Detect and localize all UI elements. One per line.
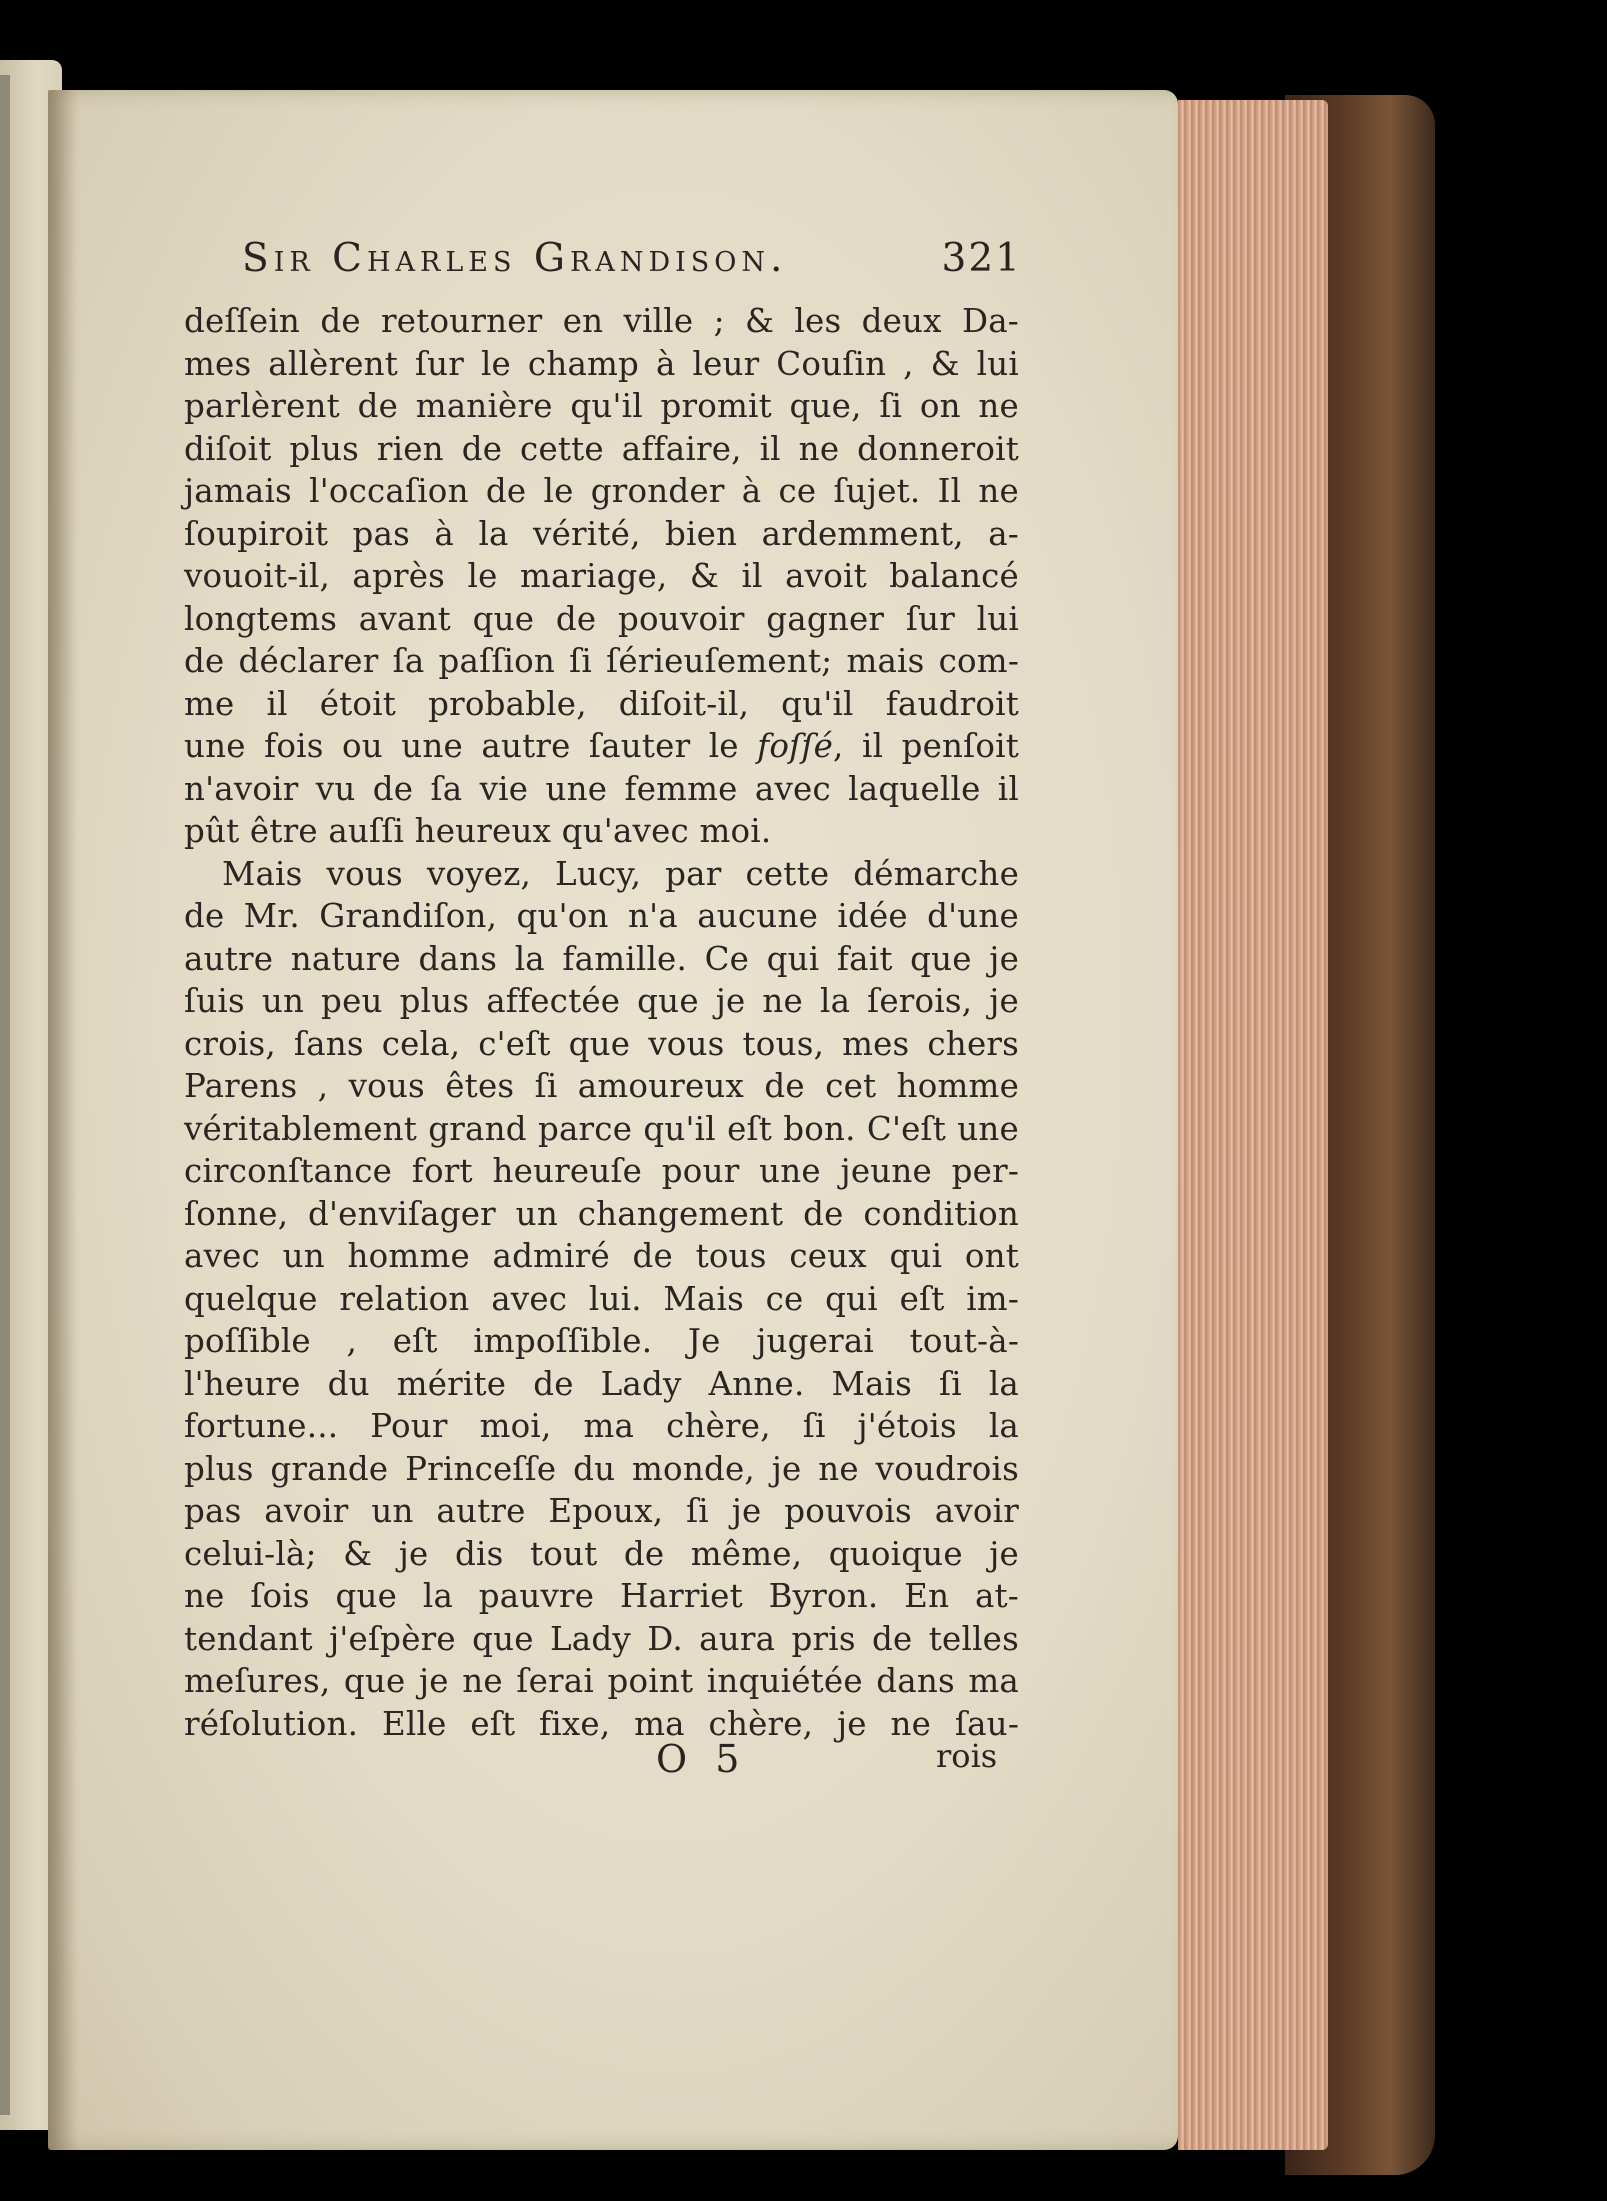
text-line: poſſible , eſt impoſſible. Je jugerai tout-à- — [184, 1322, 1019, 1360]
paragraph-2 — [184, 853, 1019, 1746]
text-line: crois, ſans cela, c'eſt que vous tous, mes chers — [184, 1024, 1019, 1063]
page-gutter-shadow — [48, 90, 78, 2150]
text-line: Mais vous voyez, Lucy, par cette démarche — [222, 854, 1019, 893]
page-fore-edge — [1178, 100, 1328, 2150]
text-line: de Mr. Grandiſon, qu'on n'a aucune idée d'une — [184, 897, 1019, 935]
text-line: autre nature dans la famille. Ce qui fait que je — [184, 939, 1019, 978]
text-line: me il étoit probable, diſoit-il, qu'il faudroit — [184, 684, 1019, 723]
facing-page-shadow — [0, 75, 10, 2115]
text-line: longtems avant que de pouvoir gagner ſur lui — [184, 599, 1019, 638]
text-line: vouoit-il, après le mariage, & il avoit balancé — [184, 557, 1019, 595]
text-line: mes allèrent ſur le champ à leur Couſin , & lui — [184, 344, 1019, 383]
text-line: l'heure du mérite de Lady Anne. Mais ſi la — [184, 1364, 1019, 1403]
text-line: fortune... Pour moi, ma chère, ſi j'étois la — [184, 1407, 1019, 1445]
text-line: plus grande Princeſſe du monde, je ne voudrois — [184, 1449, 1019, 1488]
text-line: véritablement grand parce qu'il eſt bon. C'eſt une — [184, 1109, 1019, 1148]
body-text — [184, 300, 1019, 1745]
running-title: Sir Charles Grandison. — [242, 236, 788, 281]
text-line: ſuis un peu plus affectée que je ne la ſerois, je — [184, 982, 1019, 1020]
catchword: rois — [936, 1737, 998, 1775]
text-line: pût être auſſi heureux qu'avec moi. — [184, 812, 772, 850]
text-line: ſoupiroit pas à la vérité, bien ardemment, a- — [184, 514, 1019, 553]
text-line: une fois ou une autre ſauter le foſſé, il penſoit — [184, 727, 1020, 765]
text-line: réſolution. Elle eſt fixe, ma chère, je ne ſau- — [184, 1704, 1019, 1743]
text-line: n'avoir vu de ſa vie une femme avec laquelle il — [184, 769, 1019, 808]
running-head — [242, 236, 1022, 292]
text-line: diſoit plus rien de cette affaire, il ne donneroit — [184, 429, 1019, 468]
text-line: ſonne, d'enviſager un changement de condition — [184, 1194, 1019, 1233]
italic-word: foſſé — [757, 727, 834, 765]
text-line: ne ſois que la pauvre Harriet Byron. En at- — [184, 1577, 1019, 1615]
paragraph-1 — [184, 300, 1019, 853]
text-line: quelque relation avec lui. Mais ce qui eſt im- — [184, 1279, 1019, 1318]
text-line: pas avoir un autre Epoux, ſi je pouvois avoir — [184, 1492, 1019, 1530]
text-line: avec un homme admiré de tous ceux qui ont — [184, 1237, 1019, 1275]
text-line: tendant j'eſpère que Lady D. aura pris de telles — [184, 1619, 1019, 1658]
text-line: Parens , vous êtes ſi amoureux de cet homme — [184, 1067, 1019, 1105]
text-line: deſſein de retourner en ville ; & les deux Da- — [184, 302, 1019, 340]
signature-mark: O 5 — [656, 1737, 748, 1781]
text-line: meſures, que je ne ſerai point inquiétée dans ma — [184, 1662, 1019, 1700]
text-line: jamais l'occaſion de le gronder à ce ſujet. Il ne — [184, 472, 1019, 510]
text-line: circonſtance fort heureuſe pour une jeune per- — [184, 1152, 1019, 1190]
text-line: celui-là; & je dis tout de même, quoique je — [184, 1534, 1019, 1573]
text-line: parlèrent de manière qu'il promit que, ſi on ne — [184, 387, 1019, 425]
page-number: 321 — [941, 236, 1022, 281]
text-line: de déclarer ſa paſſion ſi ſérieuſement; mais com- — [184, 642, 1019, 680]
